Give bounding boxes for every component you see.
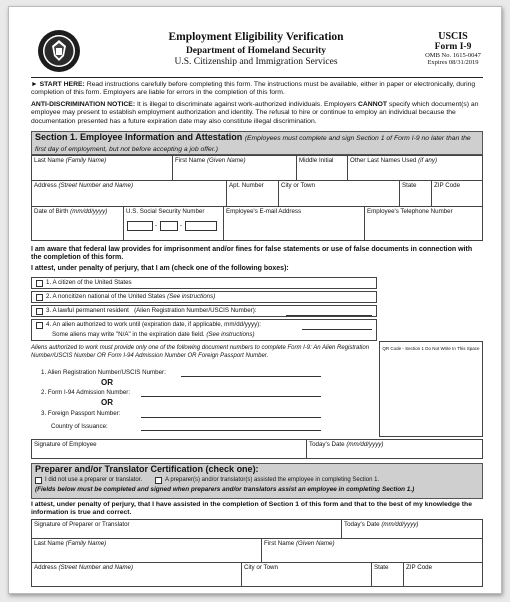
anti-discrimination-notice [31, 101, 483, 126]
preparer-state-field[interactable] [372, 563, 404, 586]
preparer-zip-field[interactable] [404, 563, 482, 586]
form-title: Employment Eligibility Verification [168, 31, 344, 43]
other-last-names-label: Other Last Names Used [350, 157, 417, 164]
country-of-issuance-input[interactable] [141, 430, 321, 431]
last-name-hint: (Family Name) [65, 157, 107, 164]
option-alien-authorized-label: 4. An alien authorized to work until (expiration date, if applicable, mm/dd/yyyy): [46, 321, 261, 328]
preparer-city-field[interactable] [242, 563, 372, 586]
option-alien-note-hint: (See instructions) [206, 331, 255, 338]
preparer-no-checkbox[interactable] [35, 477, 42, 484]
section1-header [31, 131, 483, 155]
ssn-label: U.S. Social Security Number [126, 208, 205, 215]
employee-signature-label: Signature of Employee [34, 441, 97, 448]
passport-number-input[interactable] [141, 417, 321, 418]
apt-number-label: Apt. Number [229, 182, 264, 189]
email-label: Employee's E-mail Address [226, 208, 302, 215]
department-name: Department of Homeland Security [185, 46, 327, 56]
preparer-address-field[interactable] [32, 563, 242, 586]
preparer-last-name-label: Last Name [34, 540, 64, 547]
option-noncitizen-national-checkbox[interactable] [36, 294, 43, 301]
option-citizen-label: 1. A citizen of the United States [46, 279, 132, 286]
first-name-hint: (Given Name) [207, 157, 246, 164]
state-field[interactable] [400, 181, 432, 206]
ssn-dash-1: - [155, 222, 158, 229]
option-permanent-resident-checkbox[interactable] [36, 308, 43, 315]
city-label: City or Town [281, 182, 315, 189]
ssn-dash-2: - [180, 222, 183, 229]
city-field[interactable] [279, 181, 400, 206]
address-hint: (Street Number and Name) [58, 182, 134, 189]
preparer-signature-row [31, 519, 483, 539]
option-alien-authorized-row[interactable] [31, 319, 377, 341]
address-field[interactable] [32, 181, 227, 206]
apt-number-field[interactable] [227, 181, 279, 206]
option-noncitizen-national-text: 2. A noncitizen national of the United States [46, 293, 166, 300]
preparer-zip-label: ZIP Code [406, 564, 433, 571]
anti-discrimination-cannot: CANNOT [357, 101, 388, 108]
last-name-label: Last Name [34, 157, 64, 164]
preparer-city-label: City or Town [244, 564, 278, 571]
employee-date-field[interactable] [307, 440, 482, 458]
section1-note: (Employees must complete and sign Section 1 of Form I-9 no later than the first day of employment, but not before accepting a job offer.) [35, 135, 471, 153]
employee-contact-row [31, 207, 483, 241]
passport-number-label: 3. Foreign Passport Number: [41, 410, 121, 417]
zip-label: ZIP Code [434, 182, 461, 189]
section1-title: Section 1. Employee Information and Attestation [35, 132, 243, 142]
ssn-part1[interactable] [127, 221, 153, 231]
employee-date-hint: (mm/dd/yyyy) [346, 441, 384, 448]
state-label: State [402, 182, 417, 189]
preparer-title: Preparer and/or Translator Certification (check one): [35, 464, 259, 474]
middle-initial-field[interactable] [297, 156, 348, 180]
address-label: Address [34, 182, 57, 189]
attest-instructions: I attest, under penalty of perjury, that I am (check one of the following boxes): [31, 265, 289, 272]
preparer-signature-label: Signature of Preparer or Translator [34, 521, 130, 528]
option-permanent-resident-row[interactable] [31, 305, 377, 317]
ssn-part3[interactable] [185, 221, 217, 231]
ssn-part2[interactable] [160, 221, 178, 231]
start-here-text: Read instructions carefully before completing this form. The instructions must be available, either in paper or electronically, during completion of this form. Employers are liable for errors in the completion of this form. [31, 81, 476, 97]
preparer-yes-checkbox[interactable] [155, 477, 162, 484]
option-alien-note-text: Some aliens may write "N/A" in the expiration date field. [52, 331, 205, 338]
form-id-block [417, 31, 489, 66]
dob-hint: (mm/dd/yyyy) [70, 208, 108, 215]
first-name-field[interactable] [173, 156, 297, 180]
option-noncitizen-national-label [46, 292, 215, 302]
preparer-date-field[interactable] [342, 520, 482, 538]
preparer-yes-label: A preparer(s) and/or translator(s) assisted the employee in completing Section 1. [165, 476, 380, 483]
option-noncitizen-national-hint: (See instructions) [167, 293, 216, 300]
phone-label: Employee's Telephone Number [367, 208, 453, 215]
option-noncitizen-national-row[interactable] [31, 291, 377, 303]
anti-discrimination-text-b: specify which document(s) an employee may present to establish employment authorization and identity. The refusal to hire or continue to employ an individual because the documentation presented has a future expiration date may also constitute illegal discrimination. [31, 101, 479, 125]
a-number-input[interactable] [181, 376, 321, 377]
preparer-first-name-hint: (Given Name) [296, 540, 335, 547]
header-divider [31, 77, 483, 78]
last-name-field[interactable] [32, 156, 173, 180]
start-here-notice [31, 81, 483, 98]
form-number: Form I-9 [434, 42, 472, 52]
preparer-first-name-field[interactable] [262, 539, 482, 562]
phone-field[interactable] [365, 207, 482, 240]
zip-field[interactable] [432, 181, 482, 206]
anti-discrimination-text-a: It is illegal to discriminate against work-authorized individuals. Employers [135, 101, 358, 108]
preparer-address-row [31, 563, 483, 587]
preparer-options [35, 476, 479, 485]
option-permanent-resident-label [46, 306, 257, 316]
employee-date-label: Today's Date [309, 441, 345, 448]
option-alien-note [52, 330, 255, 340]
ssn-field[interactable] [124, 207, 224, 240]
employee-signature-row [31, 439, 483, 459]
a-number-label: 1. Alien Registration Number/USCIS Number: [41, 369, 166, 376]
option-alien-authorized-checkbox[interactable] [36, 322, 43, 329]
start-here-lead: ► START HERE: [31, 81, 85, 88]
i94-number-input[interactable] [141, 396, 321, 397]
preparer-attestation: I attest, under penalty of perjury, that I have assisted in the completion of Section 1 of this form and that to the best of my knowledge the information is true and correct. [31, 501, 472, 516]
expiration-date-line[interactable] [302, 329, 372, 330]
anti-discrimination-lead: ANTI-DISCRIMINATION NOTICE: [31, 101, 136, 108]
middle-initial-label: Middle Initial [299, 157, 334, 164]
preparer-address-label: Address [34, 564, 57, 571]
preparer-date-label: Today's Date [344, 521, 380, 528]
preparer-address-hint: (Street Number and Name) [58, 564, 134, 571]
or-label-2: OR [101, 398, 113, 407]
option-permanent-resident-text: 3. A lawful permanent resident [46, 307, 129, 314]
preparer-note: (Fields below must be completed and signed when preparers and/or translators assist an employee in completing Section 1.) [35, 485, 415, 493]
agency-name: U.S. Citizenship and Immigration Services [174, 57, 338, 67]
aliens-document-note: Aliens authorized to work must provide only one of the following document numbers to complete Form I-9: An Alien Registration Number/USCIS Number OR Form I-94 Admission Number OR Foreign Passport Number. [31, 345, 370, 359]
expiration-date: Expires 08/31/2019 [427, 59, 479, 66]
qr-code-area: QR Code - Section 1 Do Not Write In This Space [379, 341, 483, 437]
or-label-1: OR [101, 378, 113, 387]
preparer-date-hint: (mm/dd/yyyy) [381, 521, 419, 528]
option-citizen-checkbox[interactable] [36, 280, 43, 287]
email-field[interactable] [224, 207, 365, 240]
first-name-label: First Name [175, 157, 206, 164]
employee-signature-field[interactable] [32, 440, 307, 458]
a-number-line[interactable] [286, 315, 372, 316]
other-last-names-field[interactable] [348, 156, 482, 180]
dhs-seal-icon [37, 29, 81, 73]
preparer-no-label: I did not use a preparer or translator. [45, 476, 143, 483]
employee-address-row [31, 181, 483, 207]
false-statements-warning: I am aware that federal law provides for imprisonment and/or fines for false statements or use of false documents in connection with the completion of this form. [31, 246, 473, 262]
preparer-last-name-hint: (Family Name) [65, 540, 107, 547]
preparer-header [31, 463, 483, 499]
org-name: USCIS [438, 31, 468, 42]
preparer-signature-field[interactable] [32, 520, 342, 538]
form-title-block [131, 31, 381, 67]
i94-number-label: 2. Form I-94 Admission Number: [41, 389, 131, 396]
country-of-issuance-label: Country of Issuance: [51, 423, 108, 430]
preparer-name-row [31, 539, 483, 563]
option-permanent-resident-hint: (Alien Registration Number/USCIS Number): [134, 307, 257, 314]
option-citizen-row[interactable] [31, 277, 377, 289]
form-page [8, 6, 502, 594]
preparer-last-name-field[interactable] [32, 539, 262, 562]
omb-number: OMB No. 1615-0047 [425, 52, 481, 59]
dob-label: Date of Birth [34, 208, 69, 215]
preparer-state-label: State [374, 564, 389, 571]
employee-name-row [31, 155, 483, 181]
dob-field[interactable] [32, 207, 124, 240]
other-last-names-hint: (if any) [418, 157, 438, 164]
preparer-first-name-label: First Name [264, 540, 295, 547]
